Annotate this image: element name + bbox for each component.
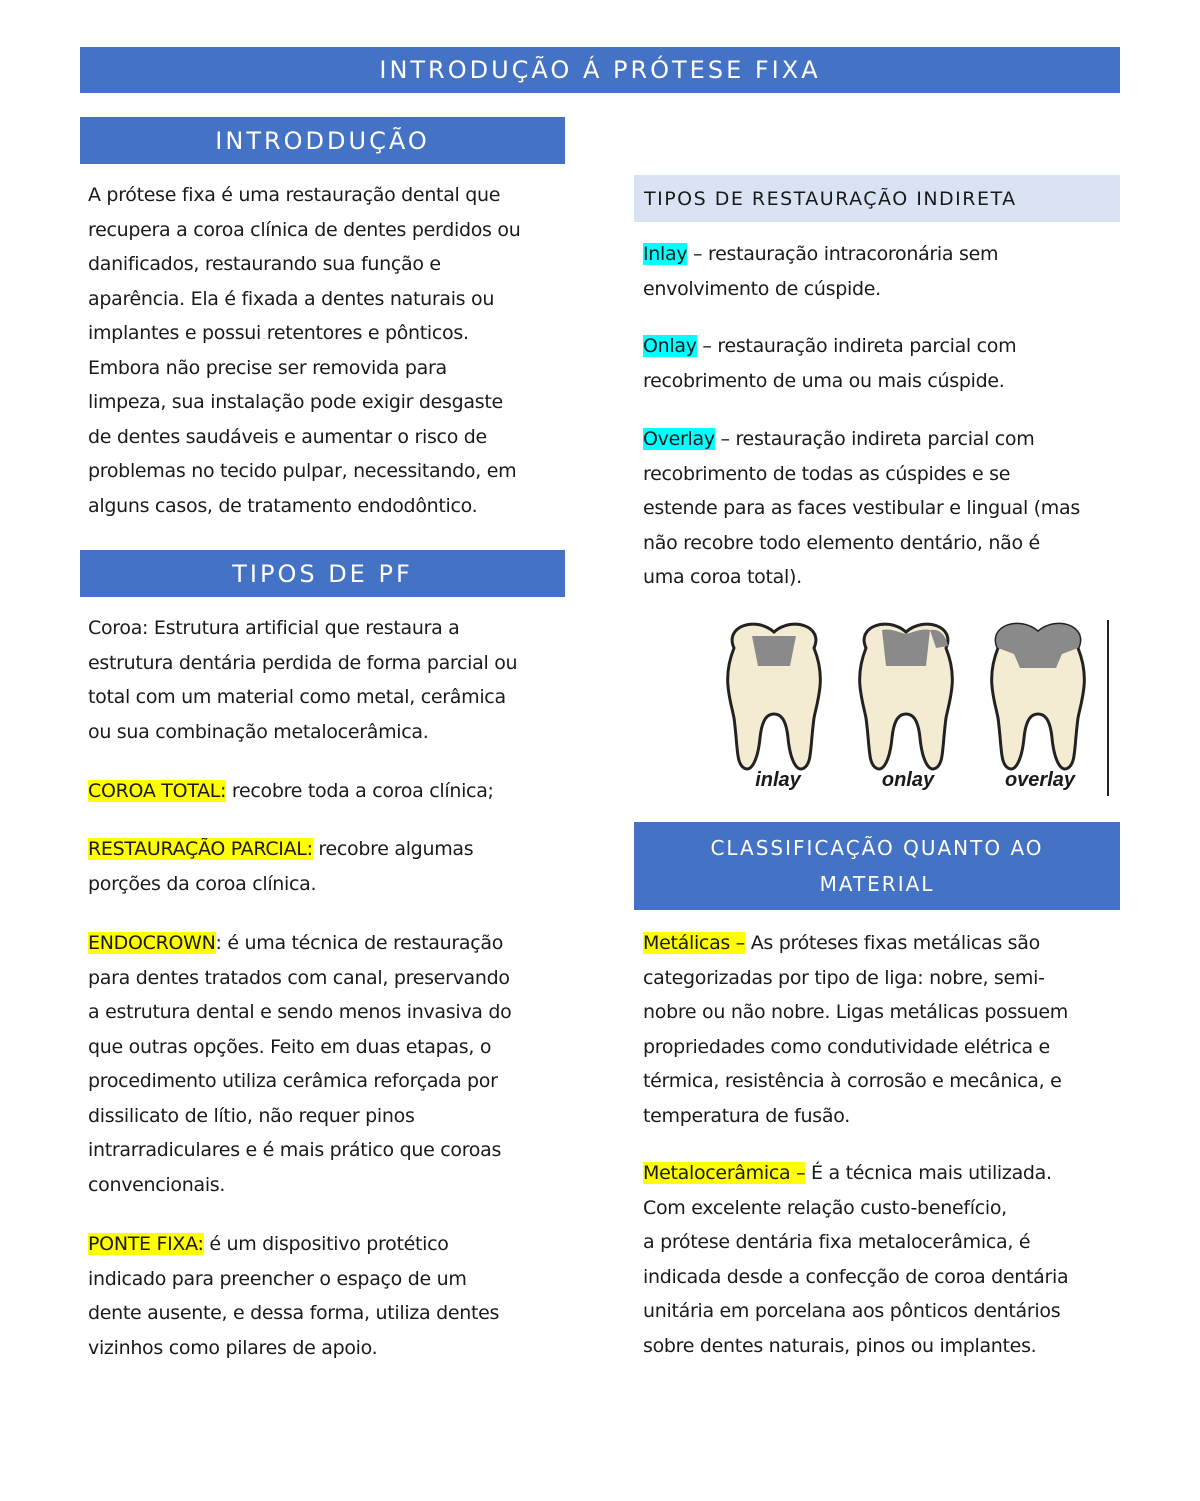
endocrown-term: ENDOCROWN (88, 932, 216, 954)
overlay-tooth (992, 624, 1085, 769)
figure-label-inlay: inlay (755, 769, 801, 791)
onlay-paragraph: Onlay – restauração indireta parcial com recobrimento de uma ou mais cúspide. (643, 335, 1017, 392)
endocrown-paragraph: ENDOCROWN: é uma técnica de restauração para dentes tratados com canal, preservando a estrutura dental e sendo menos invasiva do que outras opções. Feito em duas etapas, o procedimento utiliza cerâmica reforçada por dissilicato de lítio, não requer pinos intrarradiculares e é mais prático que coroas convencionais. (88, 932, 512, 1196)
overlay-paragraph: Overlay – restauração indireta parcial com recobrimento de todas as cúspides e se estende para as faces vestibular e lingual (mas não recobre todo elemento dentário, não é uma coroa total). (643, 428, 1080, 588)
coroa-total-term: COROA TOTAL: (88, 780, 227, 802)
intro-paragraph: A prótese fixa é uma restauração dental que recupera a coroa clínica de dentes perdidos ou danificados, restaurando sua função e aparência. Ela é fixada a dentes naturais ou implantes e possui retentores e pônticos. Embora não precise ser removida para limpeza, sua instalação pode exigir desgaste de dentes saudáveis e aumentar o risco de problemas no tecido pulpar, necessitando, em alguns casos, de tratamento endodôntico. (88, 184, 521, 517)
restoration-types-figure (712, 618, 1112, 798)
ponte-fixa-paragraph: PONTE FIXA: é um dispositivo protético indicado para preencher o espaço de um dente ausente, e dessa forma, utiliza dentes vizinhos como pilares de apoio. (88, 1233, 500, 1359)
onlay-tooth (860, 624, 953, 769)
restauracao-parcial-paragraph: RESTAURAÇÃO PARCIAL: recobre algumas porções da coroa clínica. (88, 838, 474, 895)
metaloceramica-term: Metalocerâmica – (643, 1162, 806, 1184)
figure-label-overlay: overlay (1004, 769, 1076, 791)
metalicas-term: Metálicas – (643, 932, 745, 954)
inlay-tooth (728, 624, 821, 769)
inlay-term: Inlay (643, 243, 688, 265)
intro-header: INTRODDUÇÃO (80, 117, 565, 164)
overlay-term: Overlay (643, 428, 715, 450)
coroa-paragraph: Coroa: Estrutura artificial que restaura a estrutura dentária perdida de forma parcial ou total com um material como metal, cerâmica ou sua combinação metalocerâmica. (88, 617, 518, 743)
coroa-total-paragraph: COROA TOTAL: recobre toda a coroa clínica; (88, 780, 494, 802)
figure-label-onlay: onlay (881, 769, 935, 791)
ponte-fixa-term: PONTE FIXA: (88, 1233, 204, 1255)
tipos-pf-header: TIPOS DE PF (80, 550, 565, 597)
metaloceramica-paragraph: Metalocerâmica – É a técnica mais utilizada. Com excelente relação custo-benefício, a prótese dentária fixa metalocerâmica, é indicada desde a confecção de coroa dentária unitária em porcelana aos pônticos dentários sobre dentes naturais, pinos ou implantes. (643, 1162, 1069, 1357)
tipos-restauracao-header: TIPOS DE RESTAURAÇÃO INDIRETA (634, 175, 1120, 222)
classificacao-header: CLASSIFICAÇÃO QUANTO AO MATERIAL (634, 822, 1120, 910)
page-title: INTRODUÇÃO Á PRÓTESE FIXA (80, 47, 1120, 93)
restauracao-parcial-term: RESTAURAÇÃO PARCIAL: (88, 838, 313, 860)
inlay-paragraph: Inlay – restauração intracoronária sem envolvimento de cúspide. (643, 243, 999, 300)
metalicas-paragraph: Metálicas – As próteses fixas metálicas são categorizadas por tipo de liga: nobre, semi- nobre ou não nobre. Ligas metálicas possuem propriedades como condutividade elétrica e térmica, resistência à corrosão e mecânica, e temperatura de fusão. (643, 932, 1069, 1127)
onlay-term: Onlay (643, 335, 697, 357)
